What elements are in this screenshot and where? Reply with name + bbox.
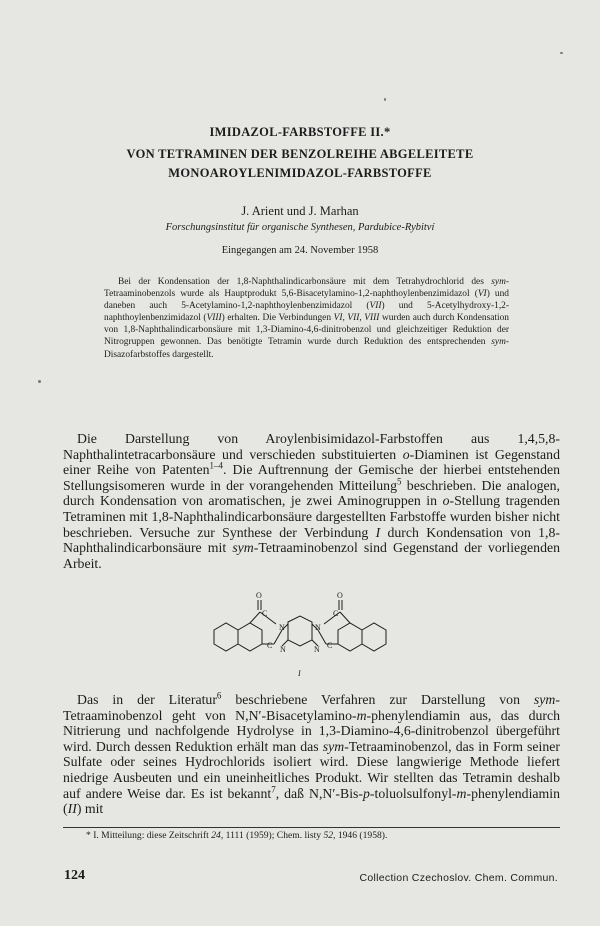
journal-name: Collection Czechoslov. Chem. Commun.	[359, 872, 558, 884]
carbon-label: C	[333, 609, 339, 618]
structure-diagram	[200, 588, 400, 682]
chemical-structure	[200, 588, 400, 682]
author-name: J. Arient	[241, 204, 284, 218]
abstract-text: Bei der Kondensation der 1,8-Naphthalindicarbonsäure mit dem Tetrahydrochlorid des sym-Tetraaminobenzols wurde als Hauptprodukt 5,6-Bisacetylamino-1,2-naphthoylenbenzimidazol (VI) und daneben auch 5-Acetylamino-1,2-naphthoylenbenzimidazol (VII) und 5-Acetylhydroxy-1,2-naphthoylenbenzimidazol (VIII) erhalten. Die Verbindungen VI, VII, VIII wurden auch durch Kondensation von 1,8-Naphthalindicarbonsäure mit 1,3-Diamino-4,6-dinitrobenzol und gleichzeitiger Reduktion der Nitrogruppen gewonnen. Das benötigte Tetramin wurde durch Reduktion des entsprechenden sym-Disazofarbstoffes dargestellt.	[104, 277, 509, 360]
footnote-rule	[63, 827, 560, 828]
central-benzene-ring	[288, 616, 312, 646]
article-title-line3: MONOAROYLENIMIDAZOL-FARBSTOFFE	[168, 166, 432, 180]
author-name: J. Marhan	[308, 204, 359, 218]
received-date: Eingegangen am 24. November 1958	[221, 245, 379, 256]
carbon-label: C	[327, 641, 333, 650]
left-naphthalene-ring-b	[238, 623, 262, 651]
intro-paragraph	[63, 431, 560, 571]
left-naphthalene-ring-a	[214, 623, 238, 651]
body-text: Die Darstellung von Aroylenbisimidazol-Farbstoffen aus 1,4,5,8-Naphthalintetracarbonsäure und verschieden substituierten o-Diaminen ist Gegenstand einer Reihe von Patenten$^{1-4}$. Die Auftrennung der Gemische der hierbei entstehenden Stellungsisomeren wurde in der vorangehenden Mitteilung$^5$ beschrieben. Die analogen, durch Kondensation von aromatischen, je zwei Aminogruppen in o-Stellung tragenden Tetraminen mit 1,8-Naphthalindicarbonsäure dargestellten Farbstoffe wurden bisher nicht beschrieben. Versuche zur Synthese der Verbindung I durch Kondensation von 1,8-Naphthalindicarbonsäure mit sym-Tetraaminobenzol sind Gegenstand der vorliegenden Arbeit.	[63, 431, 560, 571]
abstract	[104, 276, 509, 361]
citation-ref: 6	[216, 690, 222, 701]
print-speck	[560, 52, 563, 54]
oxygen-label: O	[337, 591, 343, 600]
article-title-line2: VON TETRAMINEN DER BENZOLREIHE ABGELEITETE	[126, 147, 474, 161]
oxygen-label: O	[256, 591, 262, 600]
print-speck	[384, 98, 386, 101]
carbon-label: C	[267, 641, 273, 650]
article-title-line1: IMIDAZOL-FARBSTOFFE II.*	[209, 125, 391, 139]
nitrogen-label: N	[314, 645, 320, 654]
footnote-marker: *	[86, 830, 91, 841]
right-naphthalene-ring-b	[362, 623, 386, 651]
footnote: * I. Mitteilung: diese Zeitschrift 24, 1111 (1959); Chem. listy 52, 1946 (1958).	[86, 830, 388, 841]
print-speck	[38, 380, 41, 383]
citation-ref: 5	[396, 476, 402, 487]
body-paragraph	[63, 692, 560, 817]
right-naphthalene-ring-a	[338, 623, 362, 651]
compound-label: I	[298, 669, 301, 678]
body-text: Das in der Literatur$^6$ beschriebene Verfahren zur Darstellung von sym-Tetraaminobenzol geht von N,N′-Bisacetylamino-m-phenylendiamin aus, das durch Nitrierung und nachfolgende Hydrolyse in 1,3-Diamino-4,6-dinitrobenzol übergeführt wird. Durch dessen Reduktion erhält man das sym-Tetraaminobenzol, das in Form seiner Sulfate oder seines Hydrochlorids isoliert wird. Diese langwierige Methode liefert niedrige Ausbeuten und ein uneinheitliches Produkt. Wir stellten das Tetramin deshalb auf andere Weise dar. Es ist bekannt$^7$, daß N,N′-Bis-p-toluolsulfonyl-m-phenylendiamin (II) mit	[63, 690, 560, 817]
nitrogen-label: N	[279, 623, 285, 632]
citation-ref: 7	[271, 783, 276, 794]
page-number: 124	[64, 868, 85, 883]
affiliation: Forschungsinstitut für organische Synthesen, Pardubice-Rybitví	[165, 222, 435, 233]
citation-ref: 1–4	[209, 460, 223, 471]
author-conjunction: und	[286, 204, 306, 218]
nitrogen-label: N	[315, 623, 321, 632]
nitrogen-label: N	[280, 645, 286, 654]
carbon-label: C	[262, 609, 268, 618]
author-line	[40, 203, 560, 219]
